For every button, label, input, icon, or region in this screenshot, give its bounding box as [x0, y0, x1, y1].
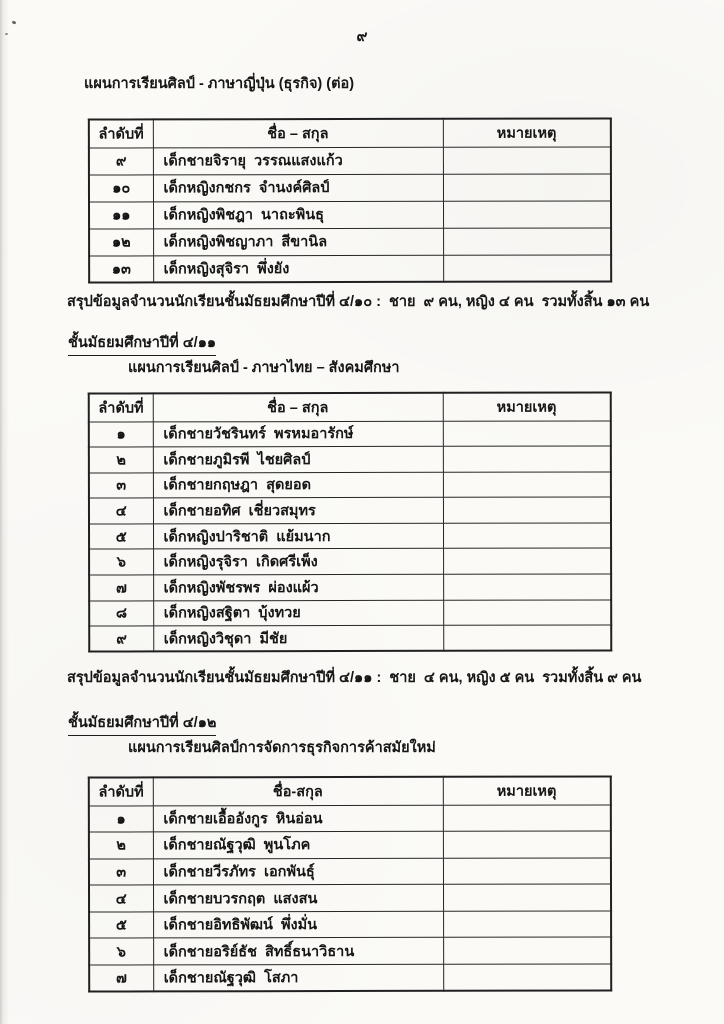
- row-number: ๑๐: [89, 174, 153, 201]
- column-header-name: ชื่อ – สกุล: [153, 393, 443, 422]
- student-name: เด็กชายภูมิรพี ไชยศิลป์: [153, 446, 443, 472]
- table-row: [89, 472, 611, 499]
- student-name: เด็กชายณัฐวุฒิ โสภา: [153, 964, 443, 991]
- remark-cell: [443, 858, 611, 885]
- table-row: [89, 937, 611, 965]
- remark-cell: [443, 173, 611, 200]
- remark-cell: [443, 937, 611, 964]
- student-name: เด็กหญิงพิชฎา นาถะพินธุ: [153, 201, 443, 229]
- table-row: [89, 200, 611, 228]
- table-row: [89, 523, 611, 550]
- row-number: ๙: [89, 147, 153, 174]
- remark-cell: [443, 497, 611, 523]
- class-heading-m4-11: ชั้นมัธยมศึกษาปีที่ ๔/๑๑: [68, 331, 216, 356]
- column-header-number: ลำดับที่: [89, 777, 153, 805]
- student-name: เด็กชายเอื้ออังกูร หินอ่อน: [153, 805, 443, 832]
- column-header-remark: หมายเหตุ: [443, 392, 611, 420]
- row-number: ๕: [89, 912, 153, 939]
- remark-cell: [443, 625, 611, 651]
- table-row: [89, 858, 611, 886]
- student-name: เด็กหญิงปาริชาติ แย้มนาก: [153, 523, 443, 549]
- table-row: [89, 420, 611, 447]
- student-table-m4-12: [88, 775, 612, 992]
- summary-m4-11: สรุปข้อมูลจำนวนนักเรียนชั้นมัธยมศึกษาปีที่ ๔/๑๑ : ชาย ๔ คน, หญิง ๕ คน รวมทั้งสิ้น ๙ คน: [67, 670, 642, 686]
- remark-cell: [443, 472, 611, 498]
- row-number: ๙: [89, 626, 153, 652]
- student-name: เด็กหญิงสุจิรา พึ่งยัง: [153, 255, 443, 283]
- remark-cell: [443, 884, 611, 911]
- student-name: เด็กชายบวรกฤต แสงสน: [153, 885, 443, 912]
- row-number: ๔: [89, 498, 153, 524]
- row-number: ๒: [89, 447, 153, 473]
- table-row: [89, 497, 611, 524]
- student-table-m4-10: [88, 117, 612, 283]
- table-header-row: [89, 392, 611, 421]
- column-header-remark: หมายเหตุ: [443, 118, 611, 146]
- table-row: [89, 625, 611, 652]
- row-number: ๑: [89, 421, 153, 447]
- row-number: ๗: [89, 965, 153, 992]
- student-name: เด็กชายอทิศ เชี่ยวสมุทร: [153, 498, 443, 524]
- remark-cell: [443, 200, 611, 227]
- row-number: ๒: [89, 832, 153, 859]
- row-number: ๘: [89, 601, 153, 627]
- column-header-name: ชื่อ – สกุล: [153, 119, 443, 148]
- remark-cell: [443, 523, 611, 549]
- row-number: ๕: [89, 524, 153, 550]
- row-number: ๑: [89, 805, 153, 832]
- student-name: เด็กชายณัฐวุฒิ พูนโภค: [153, 831, 443, 858]
- section1-plan-title: แผนการเรียนศิลป์ - ภาษาญี่ปุ่น (ธุรกิจ) (ต่อ): [84, 76, 355, 92]
- table-row: [89, 227, 611, 255]
- row-number: ๑๒: [89, 228, 153, 255]
- plan-subheading-m4-12: แผนการเรียนศิลป์การจัดการธุรกิจการค้าสมัยใหม่: [128, 740, 436, 756]
- row-number: ๖: [89, 549, 153, 575]
- table-row: [89, 600, 611, 627]
- table-header-row: [89, 776, 611, 805]
- table-row: [89, 964, 611, 992]
- remark-cell: [443, 227, 611, 254]
- table-row: [89, 173, 611, 201]
- table-row: [89, 446, 611, 473]
- table-row: [89, 146, 611, 174]
- row-number: ๔: [89, 885, 153, 912]
- table-row: [89, 911, 611, 939]
- plan-subheading-m4-11: แผนการเรียนศิลป์ - ภาษาไทย – สังคมศึกษา: [128, 360, 400, 376]
- class-heading-m4-12: ชั้นมัธยมศึกษาปีที่ ๔/๑๒: [68, 711, 216, 736]
- remark-cell: [443, 600, 611, 626]
- column-header-name: ชื่อ-สกุล: [153, 777, 443, 806]
- row-number: ๗: [89, 575, 153, 601]
- student-name: เด็กชายกฤษฎา สุดยอด: [153, 472, 443, 498]
- row-number: ๓: [89, 859, 153, 886]
- table-row: [89, 884, 611, 912]
- remark-cell: [443, 146, 611, 173]
- table-row: [89, 548, 611, 575]
- remark-cell: [443, 964, 611, 991]
- remark-cell: [443, 254, 611, 281]
- table-header-row: [89, 118, 611, 147]
- student-name: เด็กหญิงพิชญาภา สีขานิล: [153, 228, 443, 256]
- remark-cell: [443, 911, 611, 938]
- remark-cell: [443, 574, 611, 600]
- student-name: เด็กหญิงกชกร จำนงค์ศิลป์: [153, 174, 443, 202]
- student-name: เด็กหญิงรุจิรา เกิดศรีเพ็ง: [153, 549, 443, 575]
- student-name: เด็กหญิงสฐิตา บุ้งทวย: [153, 600, 443, 626]
- row-number: ๑๑: [89, 201, 153, 228]
- row-number: ๑๓: [89, 255, 153, 282]
- student-table-m4-11: [88, 391, 613, 652]
- student-name: เด็กหญิงวิชุดา มีชัย: [153, 626, 443, 652]
- table-row: [89, 574, 611, 601]
- remark-cell: [443, 420, 611, 446]
- table-row: [89, 804, 611, 832]
- page-number: ๙: [356, 28, 368, 45]
- remark-cell: [443, 446, 611, 472]
- remark-cell: [443, 548, 611, 574]
- student-name: เด็กชายจิรายุ วรรณแสงแก้ว: [153, 147, 443, 175]
- row-number: ๖: [89, 938, 153, 965]
- column-header-number: ลำดับที่: [89, 393, 153, 421]
- column-header-number: ลำดับที่: [89, 119, 153, 147]
- table-row: [89, 831, 611, 859]
- remark-cell: [443, 804, 611, 831]
- table-row: [89, 254, 611, 282]
- student-name: เด็กชายวัชรินทร์ พรหมอารักษ์: [153, 421, 443, 447]
- student-name: เด็กชายอริย์ธัช สิทธิ์ธนาวิธาน: [153, 938, 443, 965]
- student-name: เด็กหญิงพัชรพร ผ่องแผ้ว: [153, 574, 443, 600]
- student-name: เด็กชายอิทธิพัฒน์ พึ่งมั่น: [153, 911, 443, 938]
- remark-cell: [443, 831, 611, 858]
- column-header-remark: หมายเหตุ: [443, 776, 611, 804]
- summary-m4-10: สรุปข้อมูลจำนวนนักเรียนชั้นมัธยมศึกษาปีที่ ๔/๑๐ : ชาย ๙ คน, หญิง ๔ คน รวมทั้งสิ้น ๑๓ คน: [67, 294, 650, 310]
- row-number: ๓: [89, 473, 153, 499]
- student-name: เด็กชายวีรภัทร เอกพันธุ์: [153, 858, 443, 885]
